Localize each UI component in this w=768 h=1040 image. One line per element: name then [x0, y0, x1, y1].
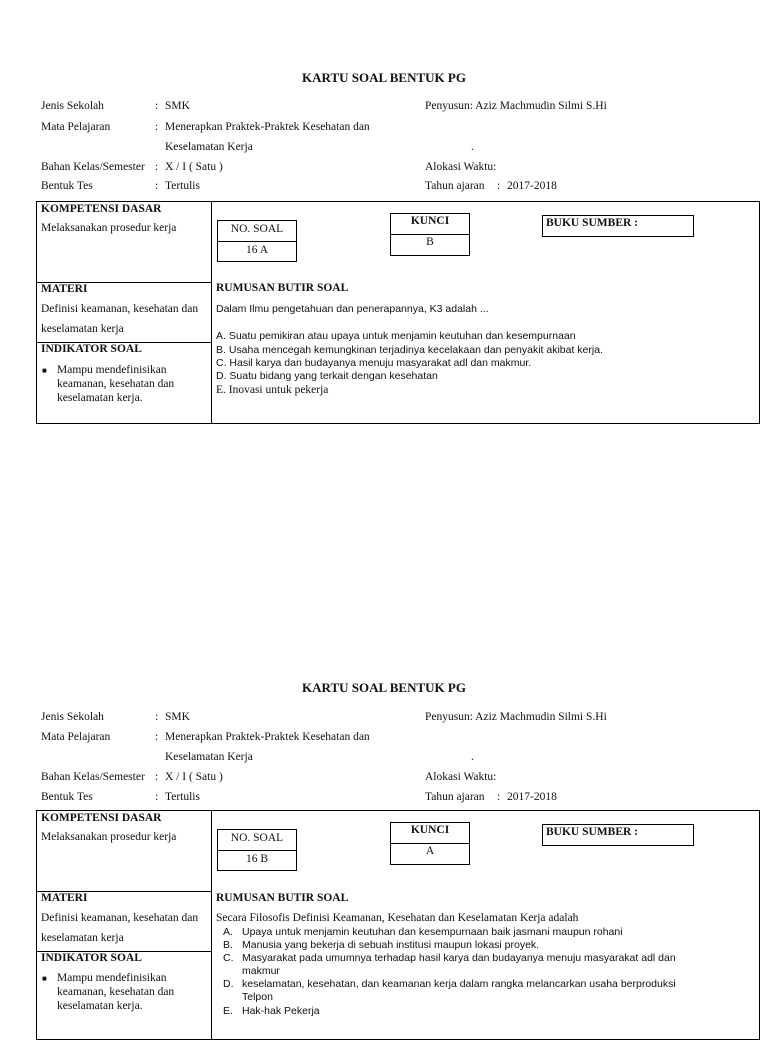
kompetensi-value: Melaksanakan prosedur kerja — [41, 831, 177, 843]
question-table — [36, 201, 760, 424]
dot: . — [471, 751, 474, 763]
option-c — [223, 952, 676, 977]
buku-sumber-box — [542, 215, 694, 237]
no-soal-value: 16 B — [245, 853, 269, 865]
colon: : — [155, 731, 159, 743]
option-d: D. Suatu bidang yang terkait dengan kesehatan — [216, 370, 438, 382]
option-text: Manusia yang bekerja di sebuah institusi maupun lokasi proyek. — [242, 939, 540, 951]
materi-label: MATERI — [41, 892, 88, 904]
bentuk-tes-label: Bentuk Tes — [41, 180, 93, 192]
colon: : — [155, 711, 159, 723]
kelas-value: X / I ( Satu ) — [165, 771, 223, 783]
penyusun: Penyusun: Aziz Machmudin Silmi S.Hi — [425, 711, 607, 723]
kunci-label: KUNCI — [410, 824, 450, 836]
option-b — [223, 939, 540, 951]
bentuk-tes-value: Tertulis — [165, 180, 200, 192]
indikator-label: INDIKATOR SOAL — [41, 343, 142, 355]
dot: . — [471, 141, 474, 153]
mapel-value-line1: Menerapkan Praktek-Praktek Kesehatan dan — [165, 121, 370, 133]
mapel-label: Mata Pelajaran — [41, 731, 111, 743]
penyusun: Penyusun: Aziz Machmudin Silmi S.Hi — [425, 100, 607, 112]
kunci-label: KUNCI — [410, 215, 450, 227]
bentuk-tes-label: Bentuk Tes — [41, 791, 93, 803]
question-table — [36, 810, 760, 1040]
bullet-icon: ■ — [42, 974, 47, 983]
tahun-ajaran-value: 2017-2018 — [507, 791, 557, 803]
mapel-value-line2: Keselamatan Kerja — [165, 751, 253, 763]
option-letter: E. — [223, 1005, 233, 1017]
option-letter: C. — [223, 952, 234, 964]
materi-label: MATERI — [41, 283, 88, 295]
kunci-box — [390, 822, 470, 865]
kelas-label: Bahan Kelas/Semester — [41, 161, 145, 173]
question-text: Secara Filosofis Definisi Keamanan, Kesehatan dan Keselamatan Kerja adalah — [216, 912, 579, 924]
option-e — [223, 1005, 320, 1017]
materi-value-line2: keselamatan kerja — [41, 932, 124, 944]
colon: : — [155, 771, 159, 783]
option-letter: B. — [223, 939, 233, 951]
option-a — [223, 926, 623, 938]
option-text: Upaya untuk menjamin keutuhan dan kesempurnaan baik jasmani maupun rohani — [242, 926, 623, 938]
mapel-label: Mata Pelajaran — [41, 121, 111, 133]
card-title: KARTU SOAL BENTUK PG — [302, 680, 466, 695]
mapel-value-line1: Menerapkan Praktek-Praktek Kesehatan dan — [165, 731, 370, 743]
option-letter: A. — [223, 926, 233, 938]
no-soal-box — [217, 829, 297, 871]
materi-value-line1: Definisi keamanan, kesehatan dan — [41, 912, 199, 924]
colon: : — [155, 121, 159, 133]
option-e: E. Inovasi untuk pekerja — [216, 384, 329, 396]
colon: : — [155, 161, 159, 173]
colon: : — [155, 180, 159, 192]
kunci-value: A — [425, 845, 435, 857]
kunci-box — [390, 213, 470, 256]
colon: : — [155, 791, 159, 803]
materi-value-line1: Definisi keamanan, kesehatan dan — [41, 303, 199, 315]
option-d — [223, 978, 676, 1003]
buku-sumber-label: BUKU SUMBER : — [546, 217, 639, 229]
bullet-icon: ■ — [42, 366, 47, 375]
alokasi-waktu: Alokasi Waktu: — [425, 771, 497, 783]
option-text: Masyarakat pada umumnya terhadap hasil karya dan budayanya menuju masyarakat adl dan — [242, 952, 676, 964]
colon: : — [497, 791, 501, 803]
card-title: KARTU SOAL BENTUK PG — [302, 70, 466, 85]
kompetensi-value: Melaksanakan prosedur kerja — [41, 222, 177, 234]
jenis-sekolah-label: Jenis Sekolah — [41, 711, 104, 723]
option-letter: D. — [223, 978, 234, 990]
kunci-value: B — [426, 236, 434, 248]
option-b: B. Usaha mencegah kemungkinan terjadinya kecelakaan dan penyakit akibat kerja. — [216, 344, 603, 356]
tahun-ajaran-value: 2017-2018 — [507, 180, 557, 192]
tahun-ajaran-label: Tahun ajaran — [425, 180, 485, 192]
option-a: A. Suatu pemikiran atau upaya untuk menjamin keutuhan dan kesempurnaan — [216, 330, 576, 342]
bentuk-tes-value: Tertulis — [165, 791, 200, 803]
jenis-sekolah-value: SMK — [165, 100, 190, 112]
option-text: keselamatan, kesehatan, dan keamanan kerja dalam rangka melancarkan usaha berproduksi — [242, 978, 676, 990]
no-soal-box — [217, 220, 297, 262]
rumusan-label: RUMUSAN BUTIR SOAL — [216, 892, 349, 904]
option-text-continued: makmur — [242, 965, 280, 977]
buku-sumber-label: BUKU SUMBER : — [546, 826, 639, 838]
kelas-label: Bahan Kelas/Semester — [41, 771, 145, 783]
tahun-ajaran-label: Tahun ajaran — [425, 791, 485, 803]
mapel-value-line2: Keselamatan Kerja — [165, 141, 253, 153]
jenis-sekolah-value: SMK — [165, 711, 190, 723]
question-text: Dalam Ilmu pengetahuan dan penerapannya, K3 adalah ... — [216, 303, 489, 315]
indikator-value: Mampu mendefinisikan keamanan, kesehatan dan keselamatan kerja. — [57, 972, 175, 1012]
indikator-label: INDIKATOR SOAL — [41, 952, 142, 964]
no-soal-label: NO. SOAL — [230, 832, 284, 844]
rumusan-label: RUMUSAN BUTIR SOAL — [216, 282, 349, 294]
colon: : — [155, 100, 159, 112]
alokasi-waktu: Alokasi Waktu: — [425, 161, 497, 173]
jenis-sekolah-label: Jenis Sekolah — [41, 100, 104, 112]
option-text-continued: Telpon — [242, 991, 273, 1003]
materi-value-line2: keselamatan kerja — [41, 323, 124, 335]
kompetensi-label: KOMPETENSI DASAR — [41, 203, 162, 215]
buku-sumber-box — [542, 824, 694, 846]
option-c: C. Hasil karya dan budayanya menuju masyarakat adl dan makmur. — [216, 357, 532, 369]
colon: : — [497, 180, 501, 192]
kompetensi-label: KOMPETENSI DASAR — [41, 812, 162, 824]
kelas-value: X / I ( Satu ) — [165, 161, 223, 173]
indikator-value: Mampu mendefinisikan keamanan, kesehatan dan keselamatan kerja. — [57, 364, 175, 404]
option-text: Hak-hak Pekerja — [242, 1005, 320, 1017]
no-soal-value: 16 A — [245, 244, 269, 256]
no-soal-label: NO. SOAL — [230, 223, 284, 235]
